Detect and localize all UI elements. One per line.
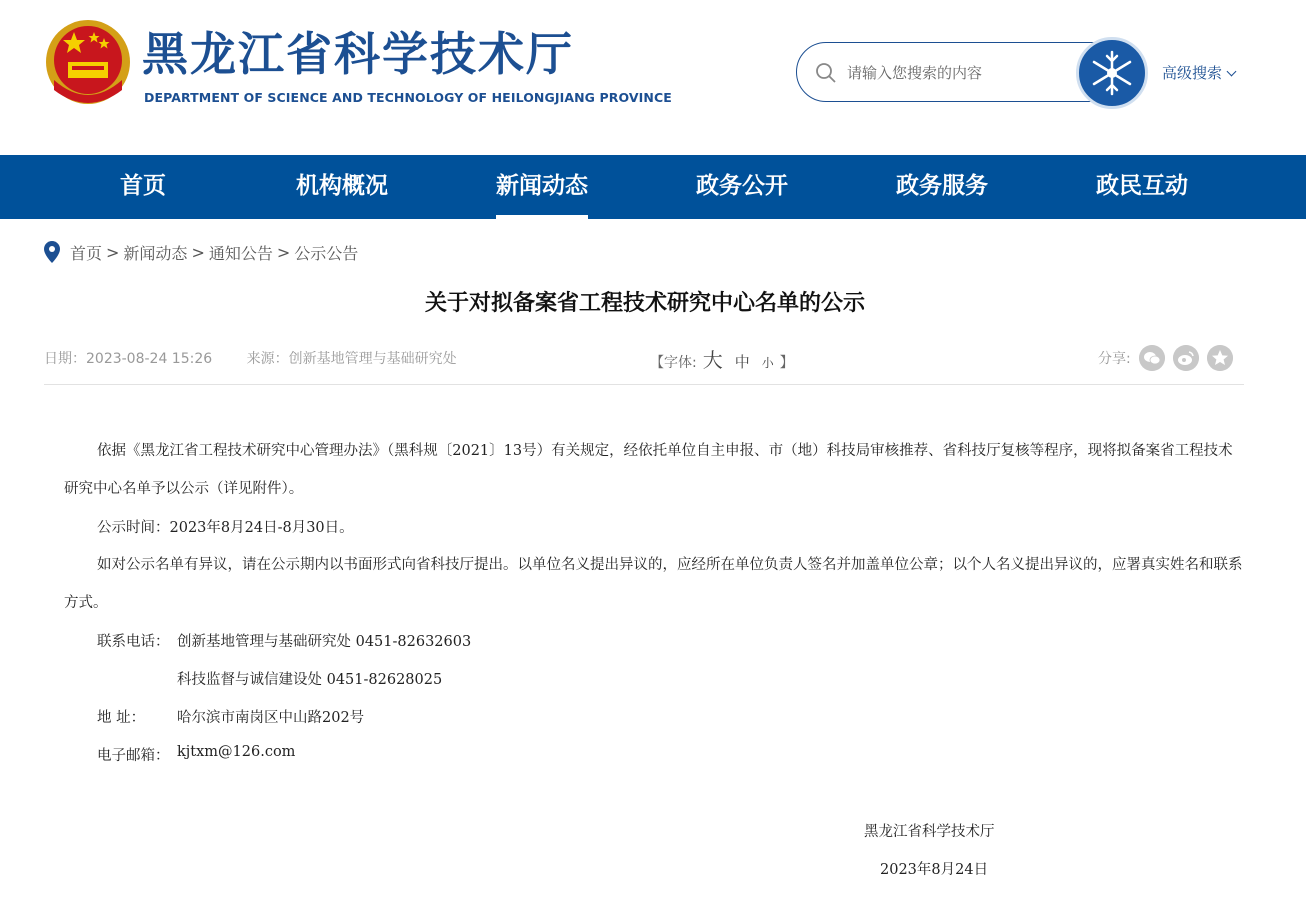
share-label: 分享:: [1098, 351, 1131, 367]
share-bar: [1098, 344, 1233, 372]
advanced-search-label: 高级搜索: [1162, 64, 1223, 82]
paragraph-2: 公示时间：2023年8月24日-8月30日。: [97, 520, 354, 536]
font-size-medium-button[interactable]: 中: [734, 353, 750, 371]
contact-line-1: 创新基地管理与基础研究处 0451-82632603: [177, 634, 472, 650]
font-size-label: 【字体:: [650, 355, 697, 371]
advanced-search-link[interactable]: [1162, 62, 1235, 83]
nav-item-news[interactable]: 新闻动态: [496, 155, 588, 219]
site-subtitle: DEPARTMENT OF SCIENCE AND TECHNOLOGY OF HEILONGJIANG PROVINCE: [144, 90, 672, 105]
article-date: 日期：2023-08-24 15:26: [44, 351, 213, 367]
nav-item-home[interactable]: 首页: [120, 173, 166, 199]
wechat-share-icon[interactable]: [1139, 345, 1165, 371]
breadcrumb-separator: >: [106, 242, 120, 262]
email-label: 电子邮箱：: [97, 748, 170, 764]
article-meta: [44, 348, 487, 368]
site-header: [0, 0, 1306, 155]
breadcrumb: [44, 240, 358, 264]
snowflake-icon: [1079, 40, 1145, 106]
paragraph-3: 如对公示名单有异议，请在公示期内以书面形式向省科技厅提出。以单位名义提出异议的，应经所在单位负责人签名并加盖单位公章；以个人名义提出异议的，应署真实姓名和联系方式。: [64, 557, 1243, 611]
signer: 黑龙江省科学技术厅: [864, 824, 995, 840]
email-value[interactable]: kjtxm@126.com: [177, 744, 296, 760]
paragraph-1: 依据《黑龙江省工程技术研究中心管理办法》（黑科规〔2021〕13号）有关规定，经依托单位自主申报、市（地）科技局审核推荐、省科技厅复核等程序，现将拟备案省工程技术研究中心名单予以公示（详见附件）。: [64, 443, 1233, 497]
breadcrumb-home[interactable]: 首页: [70, 243, 103, 263]
search-button[interactable]: [1076, 37, 1148, 109]
breadcrumb-announcements[interactable]: 公示公告: [294, 243, 359, 263]
weibo-share-icon[interactable]: [1173, 345, 1199, 371]
location-pin-icon: [44, 241, 60, 263]
nav-item-about[interactable]: 机构概况: [296, 173, 388, 199]
national-emblem-icon[interactable]: [44, 18, 132, 110]
breadcrumb-separator: >: [276, 242, 291, 262]
search-input[interactable]: [847, 58, 1077, 88]
article-body: [64, 432, 1244, 508]
divider: [44, 384, 1244, 385]
nav-item-interaction[interactable]: 政民互动: [1096, 173, 1188, 199]
font-size-large-button[interactable]: 大: [702, 348, 723, 372]
address-value: 哈尔滨市南岗区中山路202号: [177, 710, 365, 726]
article-source: 来源：创新基地管理与基础研究处: [246, 351, 457, 367]
main-nav: [0, 155, 1306, 219]
contact-label: 联系电话：: [97, 634, 170, 650]
article-title: 关于对拟备案省工程技术研究中心名单的公示: [424, 291, 865, 316]
sign-date: 2023年8月24日: [880, 862, 989, 878]
breadcrumb-separator: >: [191, 242, 205, 262]
chevron-down-icon: [1227, 67, 1237, 77]
contact-line-2: 科技监督与诚信建设处 0451-82628025: [177, 672, 443, 688]
breadcrumb-notices[interactable]: 通知公告: [208, 243, 273, 263]
search-icon: [815, 62, 837, 84]
font-size-label-close: 】: [779, 355, 794, 371]
font-size-switcher: [650, 344, 794, 373]
nav-item-gov-service[interactable]: 政务服务: [896, 173, 988, 199]
article-body-3: [64, 546, 1244, 622]
nav-item-gov-info[interactable]: 政务公开: [696, 173, 788, 199]
site-title[interactable]: 黑龙江省科学技术厅: [142, 27, 574, 81]
breadcrumb-news[interactable]: 新闻动态: [123, 243, 188, 263]
star-favorite-icon[interactable]: [1207, 345, 1233, 371]
font-size-small-button[interactable]: 小: [761, 356, 774, 370]
address-label: 地 址：: [97, 710, 146, 726]
